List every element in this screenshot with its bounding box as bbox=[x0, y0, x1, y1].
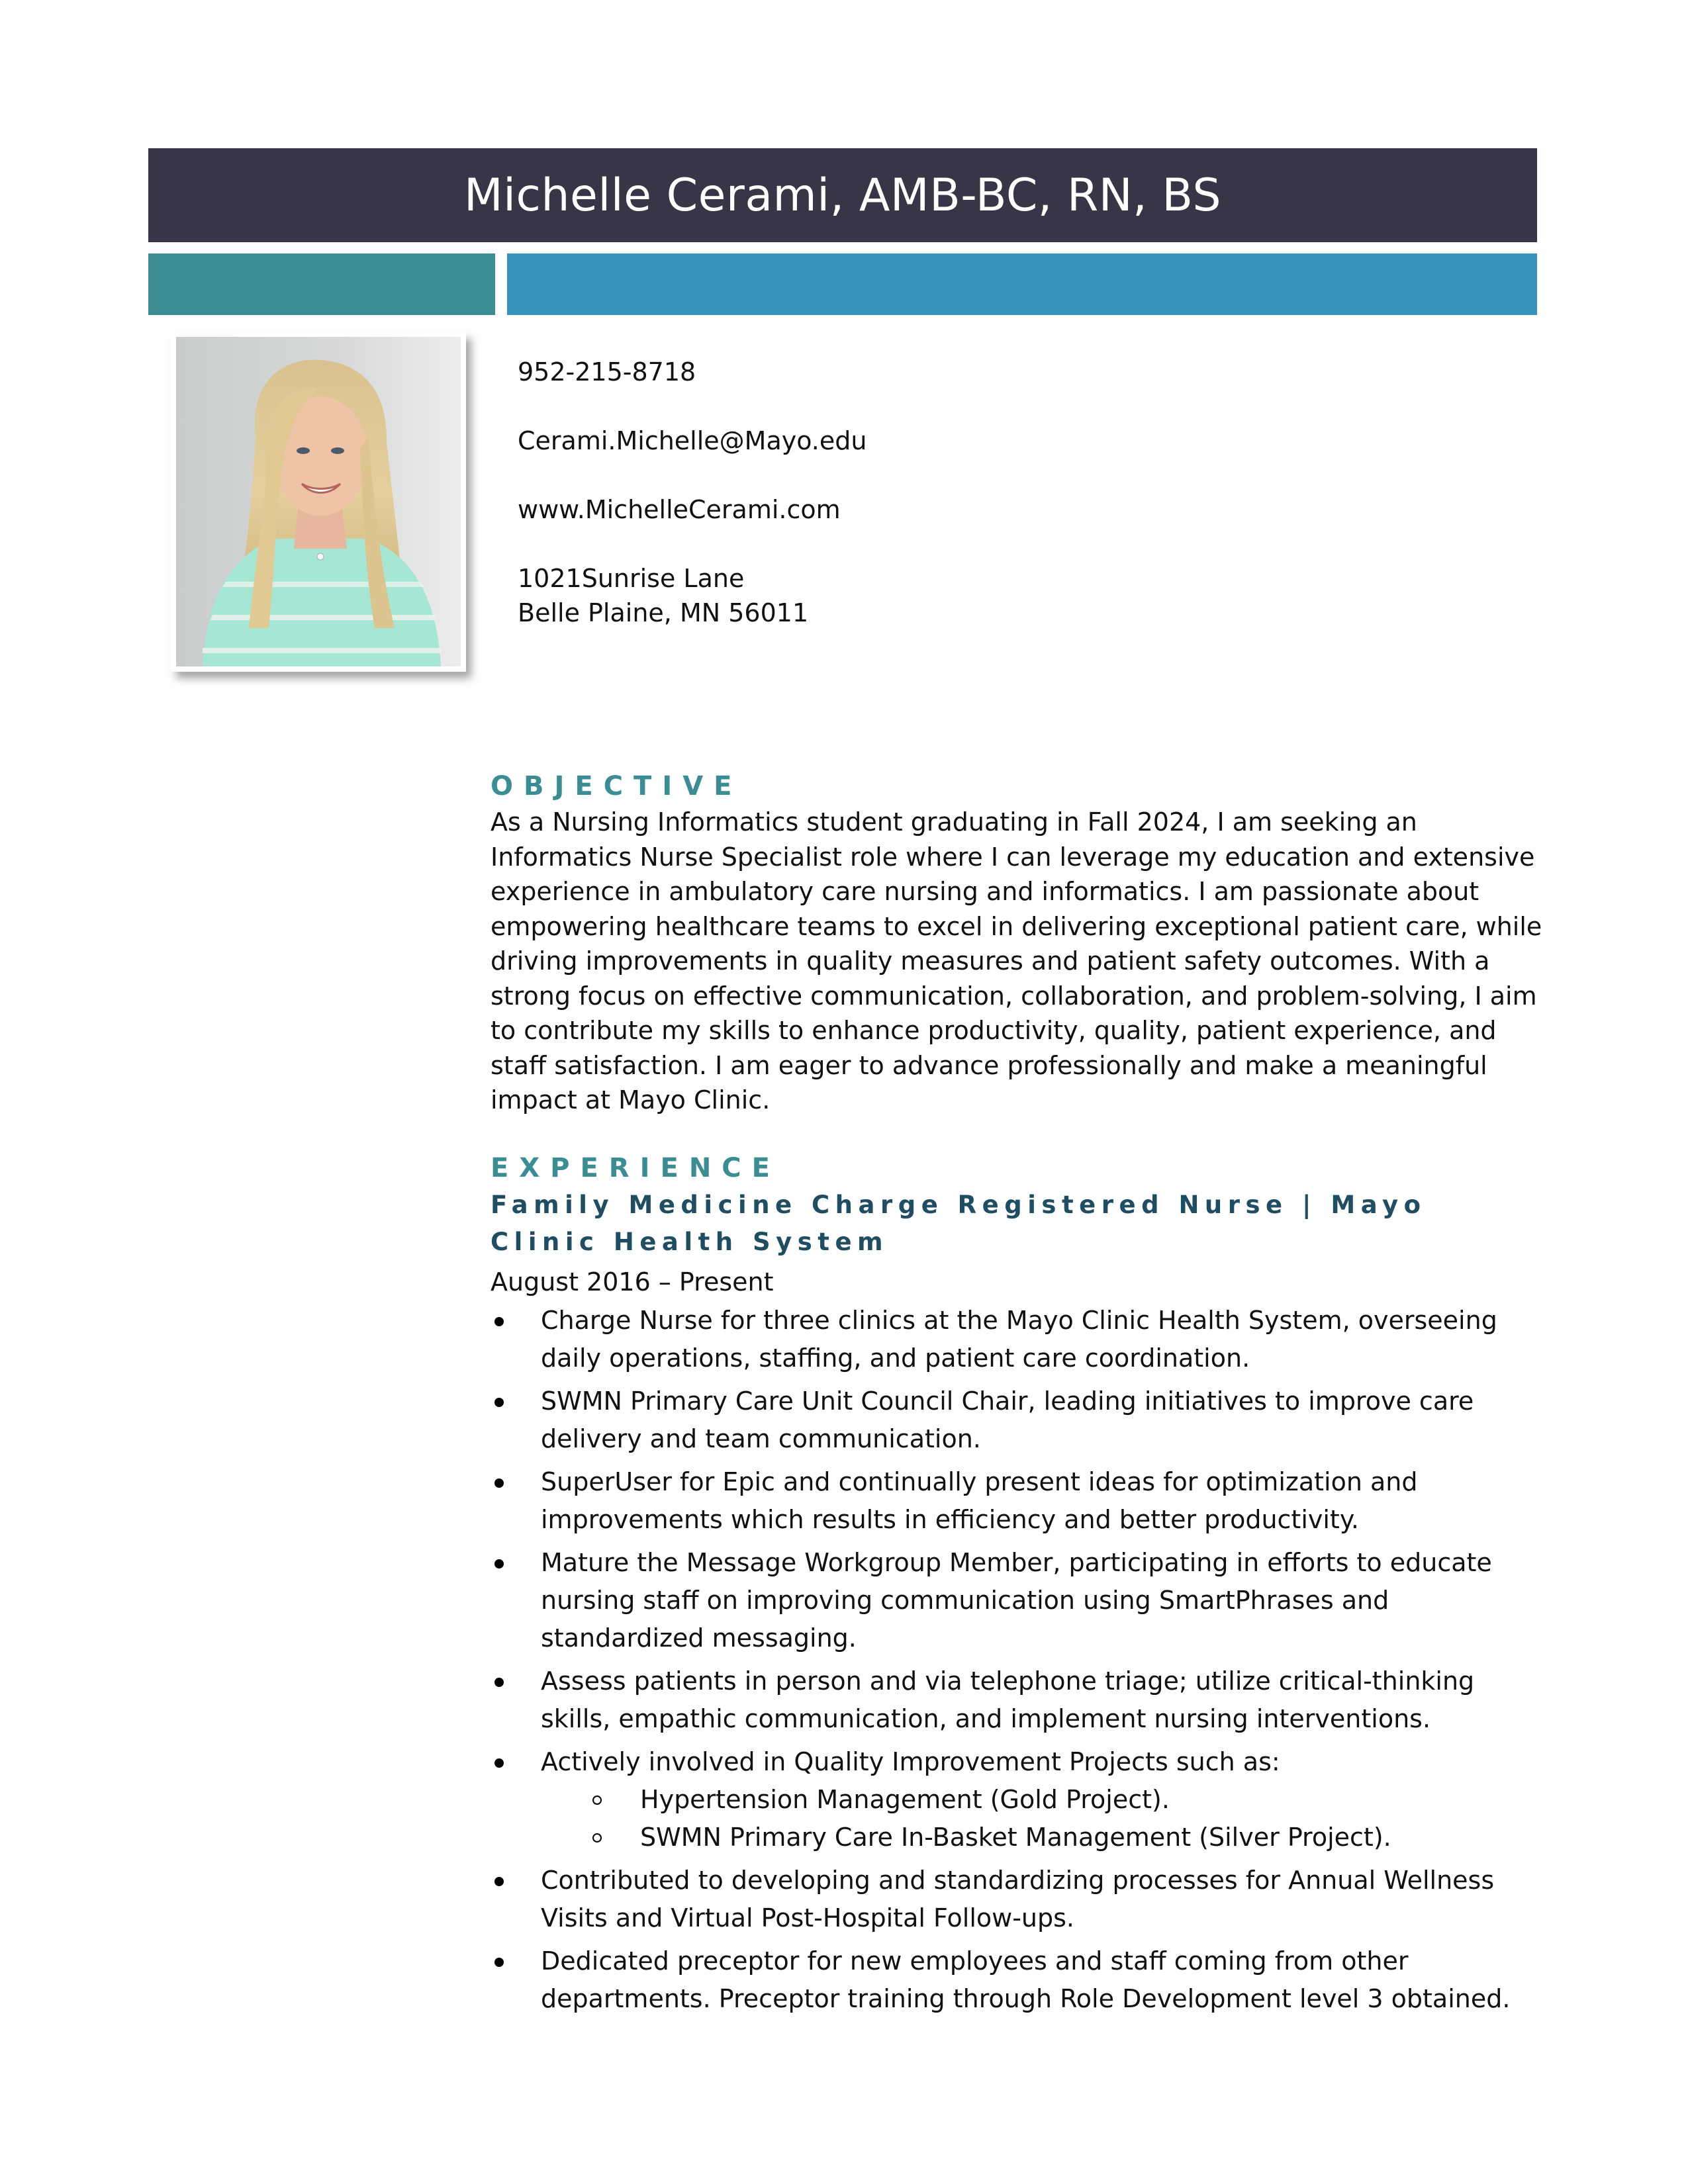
experience-bullet: Mature the Message Workgroup Member, participating in efforts to educate nursing staff on improving communication using SmartPhrases and standardized messaging. bbox=[491, 1544, 1543, 1657]
experience-bullet: Charge Nurse for three clinics at the Mayo Clinic Health System, overseeing daily operations, staffing, and patient care coordination. bbox=[491, 1302, 1543, 1377]
experience-bullet-text: Actively involved in Quality Improvement Projects such as: bbox=[541, 1747, 1280, 1776]
accent-bar-blue bbox=[507, 253, 1537, 315]
job-dates: August 2016 – Present bbox=[491, 1267, 774, 1297]
qi-project-item: SWMN Primary Care In-Basket Management (Silver Project). bbox=[541, 1819, 1543, 1856]
qi-project-item: Hypertension Management (Gold Project). bbox=[541, 1781, 1543, 1819]
contact-info bbox=[518, 355, 1180, 630]
job-title: Family Medicine Charge Registered Nurse | Mayo Clinic Health System bbox=[491, 1190, 1427, 1256]
candidate-name: Michelle Cerami, AMB-BC, RN, BS bbox=[463, 169, 1221, 222]
experience-bullet: SuperUser for Epic and continually present ideas for optimization and improvements which results in efficiency and better productivity. bbox=[491, 1463, 1543, 1539]
qi-project-list bbox=[541, 1781, 1543, 1856]
profile-photo bbox=[171, 332, 466, 672]
objective-text: As a Nursing Informatics student graduating in Fall 2024, I am seeking an Informatics Nurse Specialist role where I can leverage my education and extensive experience in ambulatory care nursing and informatics. I am passionate about empowering healthcare teams to excel in delivering exceptional patient care, while driving improvements in quality measures and patient safety outcomes. With a strong focus on effective communication, collaboration, and problem-solving, I aim to contribute my skills to enhance productivity, quality, patient experience, and staff satisfaction. I am eager to advance professionally and make a meaningful impact at Mayo Clinic. bbox=[491, 807, 1542, 1115]
accent-bar-teal bbox=[148, 253, 495, 315]
experience-heading: EXPERIENCE bbox=[491, 1152, 780, 1183]
website-link[interactable]: www.MichelleCerami.com bbox=[518, 495, 841, 524]
experience-bullets bbox=[491, 1302, 1543, 2018]
address-city: Belle Plaine, MN 56011 bbox=[518, 598, 809, 627]
name-banner bbox=[148, 148, 1537, 242]
main-content bbox=[491, 768, 1543, 2023]
address-street: 1021Sunrise Lane bbox=[518, 564, 745, 593]
objective-heading: OBJECTIVE bbox=[491, 771, 743, 801]
experience-bullet: SWMN Primary Care Unit Council Chair, leading initiatives to improve care delivery and team communication. bbox=[491, 1383, 1543, 1458]
phone-number: 952-215-8718 bbox=[518, 357, 696, 387]
experience-bullet-qi bbox=[491, 1743, 1543, 1856]
portrait-image bbox=[176, 337, 461, 666]
experience-bullet: Assess patients in person and via telephone triage; utilize critical-thinking skills, empathic communication, and implement nursing interventions. bbox=[491, 1662, 1543, 1738]
experience-bullet: Contributed to developing and standardizing processes for Annual Wellness Visits and Virtual Post-Hospital Follow-ups. bbox=[491, 1862, 1543, 1937]
email-address[interactable]: Cerami.Michelle@Mayo.edu bbox=[518, 426, 867, 455]
experience-bullet: Dedicated preceptor for new employees and staff coming from other departments. Preceptor training through Role Development level 3 obtained. bbox=[491, 1942, 1543, 2018]
